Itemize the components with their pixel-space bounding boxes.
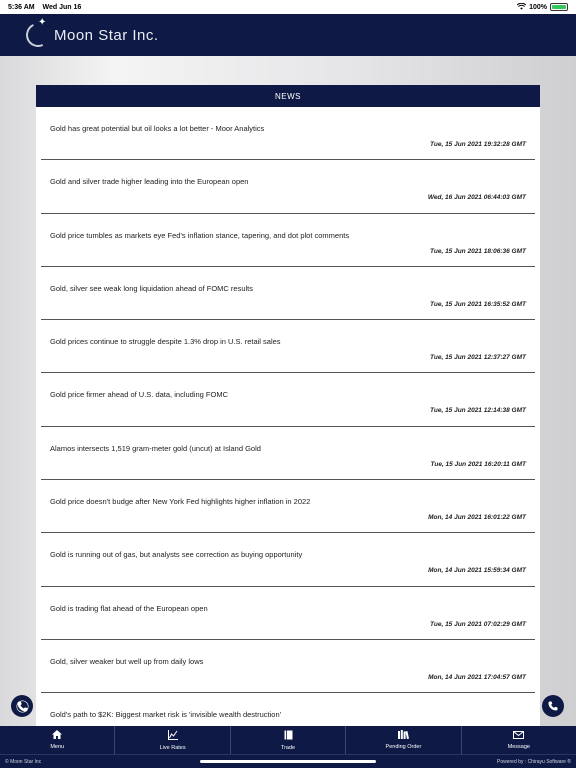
news-title[interactable]: Gold price firmer ahead of U.S. data, including FOMC	[50, 390, 228, 400]
news-title[interactable]: Gold price doesn't budge after New York Fed highlights higher inflation in 2022	[50, 497, 311, 507]
news-item[interactable]	[41, 693, 535, 726]
news-date: Mon, 14 Jun 2021 17:04:57 GMT	[428, 673, 526, 681]
news-item[interactable]	[41, 427, 535, 480]
tab-label: Trade	[280, 744, 296, 751]
tab-label: Live Rates	[159, 744, 186, 751]
news-item[interactable]	[41, 160, 535, 213]
news-title[interactable]: Alamos intersects 1,519 gram-meter gold (uncut) at Island Gold	[50, 443, 261, 453]
news-title[interactable]: Gold's path to $2K: Biggest market risk is 'invisible wealth destruction'	[50, 710, 282, 720]
news-title[interactable]: Gold, silver weaker but well up from daily lows	[50, 656, 204, 666]
news-date: Tue, 15 Jun 2021 16:20:11 GMT	[430, 460, 526, 468]
news-list[interactable]	[36, 107, 540, 726]
brand-name: Moon Star Inc.	[54, 26, 159, 44]
news-panel	[36, 85, 540, 726]
news-date: Mon, 14 Jun 2021 16:01:22 GMT	[428, 514, 526, 522]
status-time: 5:36 AM	[8, 3, 35, 11]
logo	[26, 17, 159, 47]
news-item[interactable]	[41, 107, 535, 160]
footer-powered-by: Powered by : Chirayu Software ®	[497, 758, 571, 765]
tab-menu[interactable]	[0, 726, 115, 754]
tab-pending-order[interactable]	[346, 726, 461, 754]
news-header: NEWS	[36, 85, 540, 107]
footer-copyright: © Moon Star Inc	[5, 758, 42, 765]
status-bar	[0, 0, 576, 14]
tab-live-rates[interactable]	[115, 726, 230, 754]
star-icon: ✦	[38, 17, 47, 28]
news-item[interactable]	[41, 214, 535, 267]
news-title[interactable]: Gold and silver trade higher leading into the European open	[50, 177, 249, 187]
news-date: Tue, 15 Jun 2021 12:14:38 GMT	[430, 407, 526, 415]
home-indicator	[200, 760, 376, 763]
news-title[interactable]: Gold, silver see weak long liquidation ahead of FOMC results	[50, 283, 254, 293]
news-item[interactable]	[41, 373, 535, 426]
news-date: Tue, 15 Jun 2021 18:06:36 GMT	[430, 247, 526, 255]
tab-label: Menu	[50, 744, 65, 750]
tab-message[interactable]	[462, 726, 576, 754]
call-button-left[interactable]	[11, 695, 33, 717]
news-title[interactable]: Gold prices continue to struggle despite 1.3% drop in U.S. retail sales	[50, 337, 281, 347]
tab-label: Message	[507, 743, 530, 750]
news-date: Tue, 15 Jun 2021 07:02:29 GMT	[430, 620, 526, 628]
envelope-icon	[513, 731, 524, 742]
news-title[interactable]: Gold price tumbles as markets eye Fed's inflation stance, tapering, and dot plot comments	[50, 230, 350, 240]
news-date: Tue, 15 Jun 2021 16:35:52 GMT	[430, 300, 526, 308]
wifi-icon	[517, 3, 526, 12]
call-button-right[interactable]	[542, 695, 564, 717]
news-item[interactable]	[41, 320, 535, 373]
news-date: Mon, 14 Jun 2021 15:59:34 GMT	[428, 567, 526, 575]
news-title[interactable]: Gold has great potential but oil looks a lot better - Moor Analytics	[50, 124, 265, 133]
tab-label: Pending Order	[385, 744, 422, 750]
tab-bar	[0, 726, 576, 754]
home-icon	[52, 730, 62, 742]
news-item[interactable]	[41, 533, 535, 586]
tab-trade[interactable]	[231, 726, 346, 754]
news-title[interactable]: Gold is trading flat ahead of the European open	[50, 603, 208, 613]
phone-icon	[547, 700, 559, 712]
phone-ring-icon	[16, 700, 29, 713]
status-date: Wed Jun 16	[42, 3, 82, 11]
books-icon	[398, 730, 409, 742]
app-header	[0, 14, 576, 56]
chart-icon	[168, 730, 178, 743]
news-item[interactable]	[41, 480, 535, 533]
news-item[interactable]	[41, 587, 535, 640]
news-title[interactable]: Gold is running out of gas, but analysts see correction as buying opportunity	[50, 550, 303, 560]
news-item[interactable]	[41, 640, 535, 693]
news-date: Tue, 15 Jun 2021 19:32:28 GMT	[430, 141, 526, 148]
book-icon	[284, 730, 293, 743]
battery-percent: 100%	[529, 3, 547, 11]
news-date: Wed, 16 Jun 2021 06:44:03 GMT	[427, 194, 526, 202]
news-date: Tue, 15 Jun 2021 12:37:27 GMT	[430, 354, 526, 362]
battery-icon	[550, 3, 568, 11]
news-item[interactable]	[41, 267, 535, 320]
